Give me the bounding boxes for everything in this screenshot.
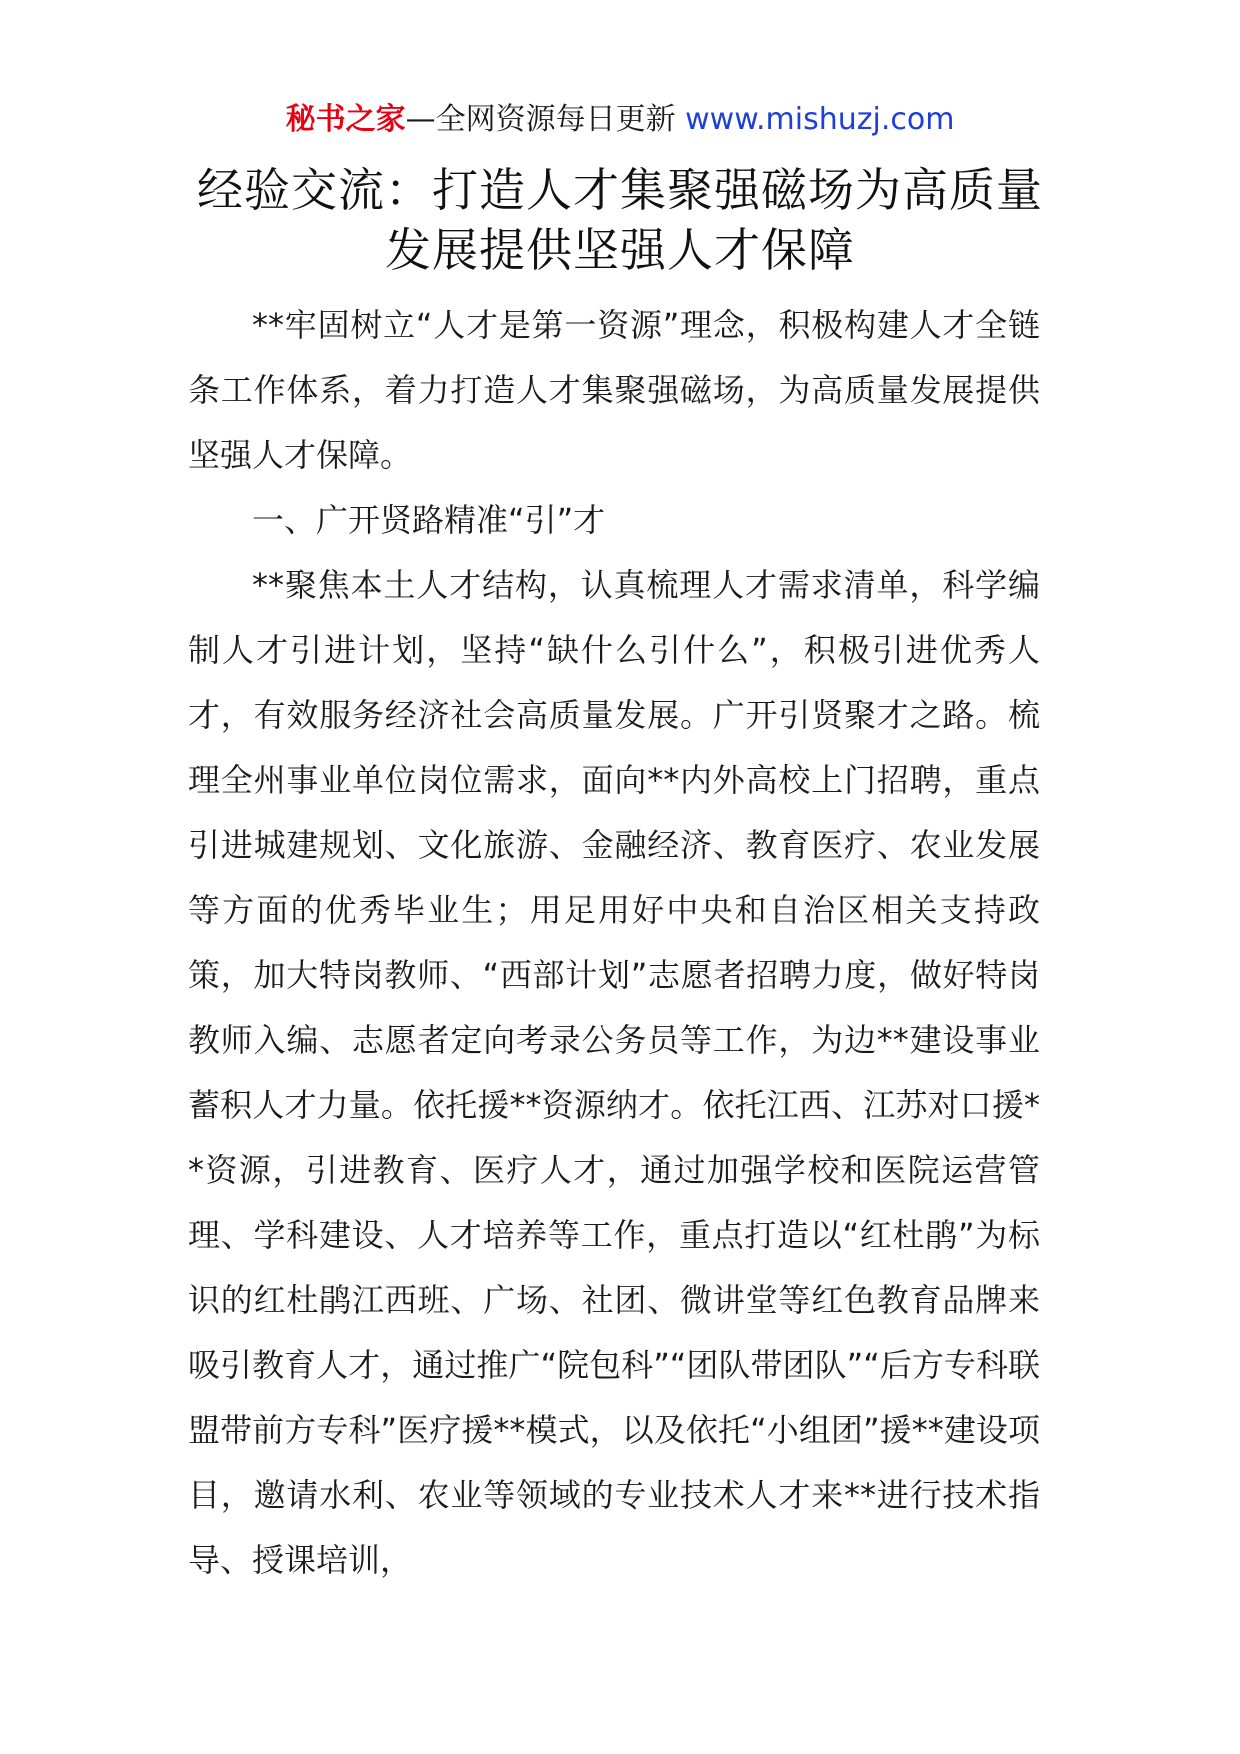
document-body: [188, 293, 1040, 1593]
site-tagline: —全网资源每日更新: [405, 102, 676, 137]
site-header: [0, 100, 1240, 140]
section-1-heading: 一、广开贤路精准“引”才: [252, 501, 606, 539]
site-url-link[interactable]: www.mishuzj.com: [685, 102, 955, 137]
section-1-paragraph: **聚焦本土人才结构，认真梳理人才需求清单，科学编制人才引进计划，坚持“缺什么引什么”，积极引进优秀人才，有效服务经济社会高质量发展。广开引贤聚才之路。梳理全州事业单位岗位需求，面向**内外高校上门招聘，重点引进城建规划、文化旅游、金融经济、教育医疗、农业发展等方面的优秀毕业生；用足用好中央和自治区相关支持政策，加大特岗教师、“西部计划”志愿者招聘力度，做好特岗教师入编、志愿者定向考录公务员等工作，为边**建设事业蓄积人才力量。依托援**资源纳才。依托江西、江苏对口援**资源，引进教育、医疗人才，通过加强学校和医院运营管理、学科建设、人才培养等工作，重点打造以“红杜鹃”为标识的红杜鹃江西班、广场、社团、微讲堂等红色教育品牌来吸引教育人才，通过推广“院包科”“团队带团队”“后方专科联盟带前方专科”医疗援**模式，以及依托“小组团”援**建设项目，邀请水利、农业等领域的专业技术人才来**进行技术指导、授课培训，: [188, 566, 1040, 1579]
document-title: 经验交流：打造人才集聚强磁场为高质量发展提供坚强人才保障: [197, 163, 1043, 277]
site-name: 秘书之家: [285, 102, 406, 137]
intro-paragraph: **牢固树立“人才是第一资源”理念，积极构建人才全链条工作体系，着力打造人才集聚强磁场，为高质量发展提供坚强人才保障。: [188, 306, 1040, 474]
